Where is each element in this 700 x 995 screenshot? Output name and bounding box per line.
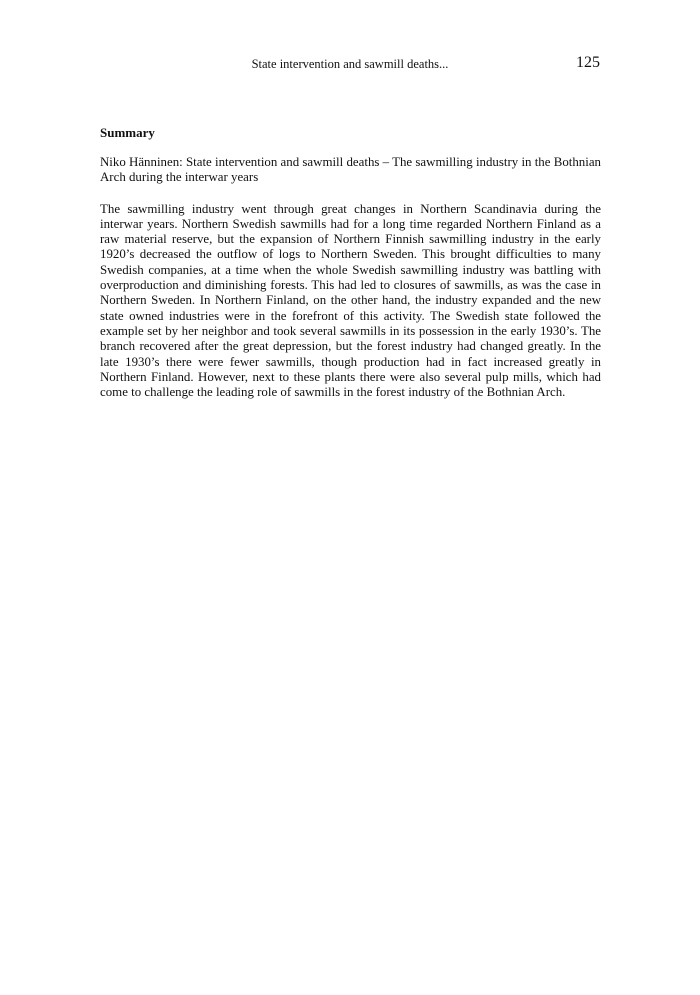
section-heading: Summary xyxy=(100,125,155,140)
article-citation: Niko Hänninen: State intervention and sawmill deaths – The sawmilling industry in the Bothnian Arch during the interwar years xyxy=(100,155,601,185)
running-title: State intervention and sawmill deaths... xyxy=(251,57,449,71)
summary-section xyxy=(100,124,601,416)
summary-paragraph: The sawmilling industry went through great changes in Northern Scandinavia during the interwar years. Northern Swedish sawmills had for a long time regarded Northern Finland as a raw material reserve, but the expansion of Northern Finnish sawmilling industry in the early 1920’s decreased the outflow of logs to Northern Sweden. This brought difficulties to many Swedish companies, at a time when the whole Swedish sawmilling industry was battling with overproduction and diminishing forests. This had led to closures of sawmills, as was the case in Northern Sweden. In Northern Finland, on the other hand, the industry expanded and the new state owned industries were in the forefront of this activity. The Swedish state followed the example set by her neighbor and took several sawmills in its possession in the early 1930’s. The branch recovered after the great depression, but the forest industry had changed greatly. In the late 1930’s there were fewer sawmills, though production had in fact increased greatly in Northern Finland. However, next to these plants there were also several pulp mills, which had come to challenge the leading role of sawmills in the forest industry of the Bothnian Arch. xyxy=(100,201,601,400)
running-header xyxy=(100,54,600,74)
page-number: 125 xyxy=(576,54,600,71)
